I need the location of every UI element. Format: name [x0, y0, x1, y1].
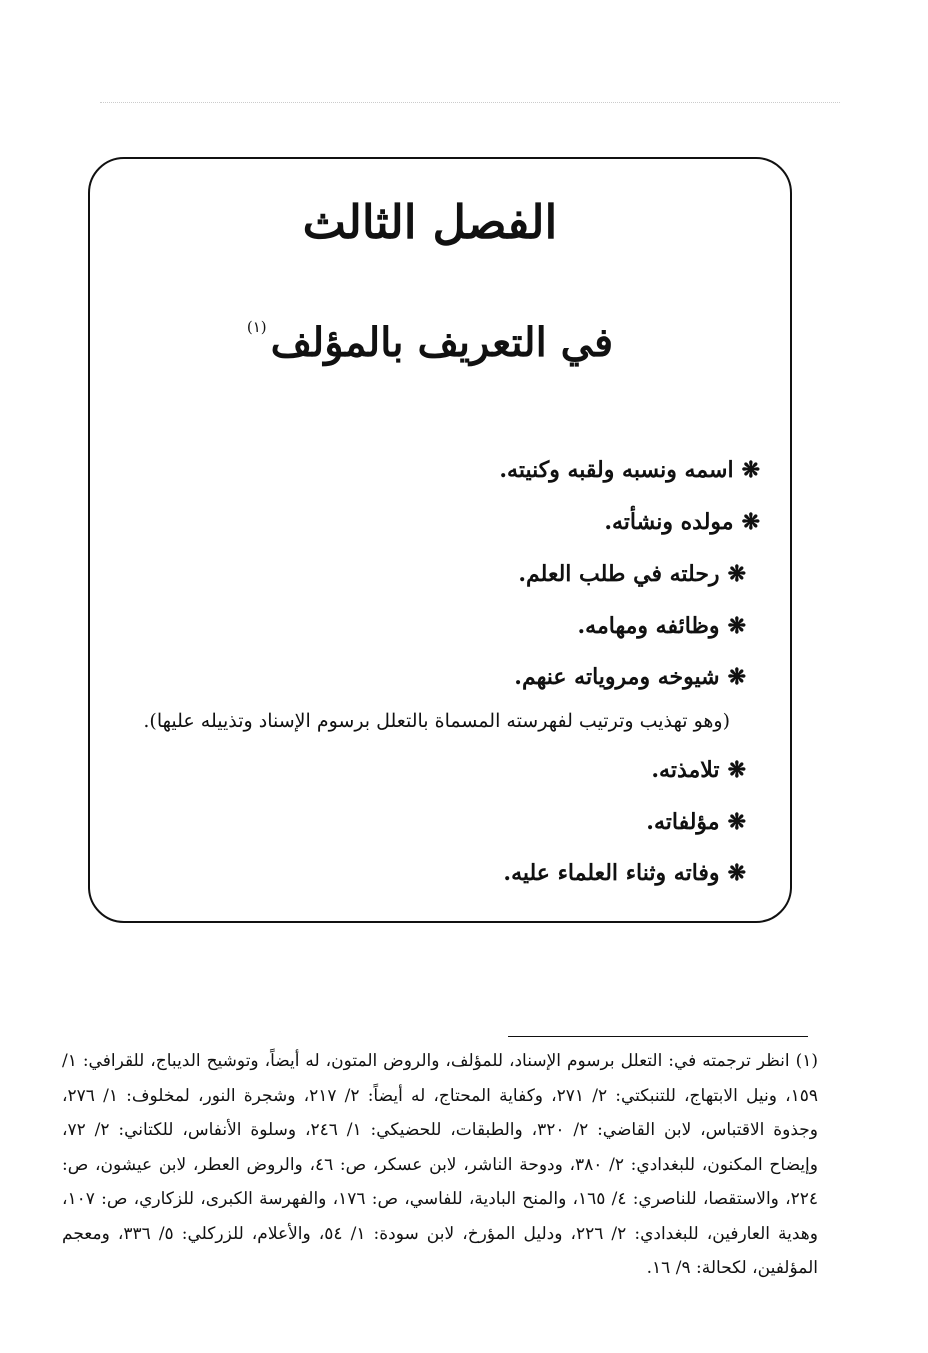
topic-item: [578, 611, 746, 641]
topic-text: اسمه ونسبه ولقبه وكنيته.: [499, 457, 734, 483]
chapter-title: الفصل الثالث: [302, 195, 558, 249]
scan-artifact: [100, 102, 840, 103]
asterisk-icon: ❋: [727, 809, 746, 835]
topic-text: وظائفه ومهامه.: [577, 613, 720, 639]
topic-text: وفاته وثناء العلماء عليه.: [503, 860, 720, 886]
topic-text: شيوخه ومروياته عنهم.: [514, 664, 720, 690]
asterisk-icon: ❋: [727, 664, 746, 690]
asterisk-icon: ❋: [727, 860, 746, 886]
chapter-subtitle: [200, 318, 660, 367]
topic-text: مؤلفاته.: [646, 809, 720, 835]
asterisk-icon: ❋: [727, 613, 746, 639]
chapter-subtitle-text: في التعريف بالمؤلف: [270, 319, 614, 366]
asterisk-icon: ❋: [741, 457, 760, 483]
asterisk-icon: ❋: [727, 561, 746, 587]
asterisk-icon: ❋: [727, 757, 746, 783]
topic-text: تلامذته.: [651, 757, 720, 783]
topic-item: [651, 755, 746, 785]
asterisk-icon: ❋: [741, 509, 760, 535]
topic-text: مولده ونشأته.: [604, 509, 734, 535]
topic-item: [514, 662, 746, 692]
topic-item: [503, 858, 746, 888]
topic-item: [646, 807, 746, 837]
topic-item: [499, 455, 760, 485]
footnote-separator: [508, 1036, 808, 1037]
footnote-marker: (١): [246, 318, 267, 336]
topic-item: [518, 559, 746, 589]
topic-item: [604, 507, 760, 537]
footnote-text: (١) انظر ترجمته في: التعلل برسوم الإسناد، للمؤلف، والروض المتون، له أيضاً، وتوشيح الديباج، للقرافي: ١/ ١٥٩، ونيل الابتهاج، للتنبكتي: ٢/ ٢٧١، وكفاية المحتاج، له أيضاً: ٢/ ٢١٧، وشجرة النور، لمخلوف: ١/ ٢٧٦، وجذوة الاقتباس، لابن القاضي: ٢/ ٣٢٠، والطبقات، للحضيكي: ١/ ٢٤٦، وسلوة الأنفاس، للكتاني: ٢/ ٧٢، وإيضاح المكنون، للبغدادي: ٢/ ٣٨٠، ودوحة الناشر، لابن عسكر، ص: ٤٦، والروض العطر، لابن عيشون، ص: ٢٢٤، والاستقصا، للناصري: ٤/ ١٦٥، والمنح البادية، للفاسي، ص: ١٧٦، والفهرسة الكبرى، للزكاري، ص: ١٠٧، وهدية العارفين، للبغدادي: ٢/ ٢٢٦، ودليل المؤرخ، لابن سودة: ١/ ٥٤، والأعلام، للزركلي: ٥/ ٣٣٦، ومعجم المؤلفين، لكحالة: ٩/ ١٦.: [62, 1051, 818, 1278]
topic-note: (وهو تهذيب وترتيب لفهرسته المسماة بالتعلل برسوم الإسناد وتذييله عليها).: [143, 710, 730, 732]
topic-text: رحلته في طلب العلم.: [518, 561, 720, 587]
